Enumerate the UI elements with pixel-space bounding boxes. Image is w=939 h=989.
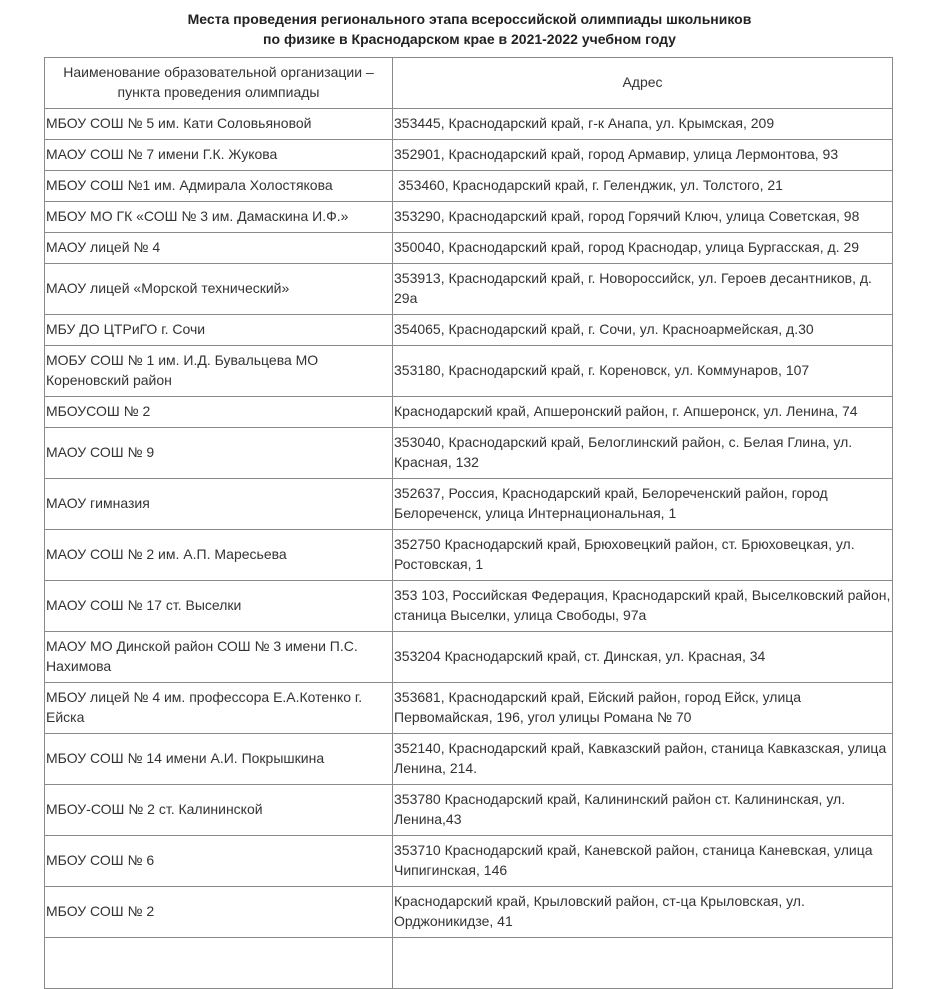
table-row xyxy=(45,683,893,734)
table-row xyxy=(45,428,893,479)
address-cell: 353913, Краснодарский край, г. Новороссийск, ул. Героев десантников, д. 29а xyxy=(393,264,893,315)
org-cell: МАОУ СОШ № 9 xyxy=(45,428,393,479)
org-cell: МАОУ СОШ № 2 им. А.П. Маресьева xyxy=(45,530,393,581)
header-address: Адрес xyxy=(393,58,893,109)
table-row xyxy=(45,530,893,581)
title-line-1: Места проведения регионального этапа всероссийской олимпиады школьников xyxy=(187,11,752,27)
org-cell: МБОУСОШ № 2 xyxy=(45,397,393,428)
table-row xyxy=(45,140,893,171)
table-row xyxy=(45,315,893,346)
org-cell: МБОУ СОШ №1 им. Адмирала Холостякова xyxy=(45,171,393,202)
table-row xyxy=(45,785,893,836)
address-cell: 354065, Краснодарский край, г. Сочи, ул. Красноармейская, д.30 xyxy=(393,315,893,346)
table-header-row xyxy=(45,58,893,109)
address-cell: Краснодарский край, Апшеронский район, г. Апшеронск, ул. Ленина, 74 xyxy=(393,397,893,428)
org-cell: МАОУ МО Динской район СОШ № 3 имени П.С. Нахимова xyxy=(45,632,393,683)
table-row xyxy=(45,887,893,938)
org-cell xyxy=(45,938,393,989)
table-row xyxy=(45,202,893,233)
address-cell: 353 103, Российская Федерация, Краснодарский край, Выселковский район, станица Выселки, улица Свободы, 97а xyxy=(393,581,893,632)
table-row xyxy=(45,632,893,683)
table-row xyxy=(45,581,893,632)
address-cell: 353180, Краснодарский край, г. Кореновск, ул. Коммунаров, 107 xyxy=(393,346,893,397)
title-line-2: по физике в Краснодарском крае в 2021-2022 учебном году xyxy=(263,31,676,47)
org-cell: МБУ ДО ЦТРиГО г. Сочи xyxy=(45,315,393,346)
address-cell: 352750 Краснодарский край, Брюховецкий район, ст. Брюховецкая, ул. Ростовская, 1 xyxy=(393,530,893,581)
org-cell: МБОУ-СОШ № 2 ст. Калининской xyxy=(45,785,393,836)
address-cell xyxy=(393,938,893,989)
table-row xyxy=(45,734,893,785)
address-cell: 353710 Краснодарский край, Каневской район, станица Каневская, улица Чипигинская, 146 xyxy=(393,836,893,887)
table-row xyxy=(45,938,893,989)
table-row xyxy=(45,346,893,397)
address-cell: 353445, Краснодарский край, г-к Анапа, ул. Крымская, 209 xyxy=(393,109,893,140)
table-row xyxy=(45,264,893,315)
venues-table xyxy=(44,57,893,989)
address-cell: 352637, Россия, Краснодарский край, Белореченский район, город Белореченск, улица Интернациональная, 1 xyxy=(393,479,893,530)
org-cell: МБОУ СОШ № 6 xyxy=(45,836,393,887)
table-row xyxy=(45,171,893,202)
table-row xyxy=(45,109,893,140)
org-cell: МАОУ лицей № 4 xyxy=(45,233,393,264)
address-cell: 353040, Краснодарский край, Белоглинский район, с. Белая Глина, ул. Красная, 132 xyxy=(393,428,893,479)
address-cell: 352901, Краснодарский край, город Армавир, улица Лермонтова, 93 xyxy=(393,140,893,171)
address-cell: 353290, Краснодарский край, город Горячий Ключ, улица Советская, 98 xyxy=(393,202,893,233)
org-cell: МБОУ лицей № 4 им. профессора Е.А.Котенко г. Ейска xyxy=(45,683,393,734)
document-title xyxy=(0,9,939,49)
org-cell: МБОУ СОШ № 14 имени А.И. Покрышкина xyxy=(45,734,393,785)
org-cell: МБОУ СОШ № 5 им. Кати Соловьяновой xyxy=(45,109,393,140)
org-cell: МАОУ СОШ № 7 имени Г.К. Жукова xyxy=(45,140,393,171)
org-cell: МОБУ СОШ № 1 им. И.Д. Бувальцева МО Кореновский район xyxy=(45,346,393,397)
org-cell: МАОУ СОШ № 17 ст. Выселки xyxy=(45,581,393,632)
org-cell: МАОУ гимназия xyxy=(45,479,393,530)
org-cell: МАОУ лицей «Морской технический» xyxy=(45,264,393,315)
table-row xyxy=(45,397,893,428)
address-cell: 352140, Краснодарский край, Кавказский район, станица Кавказская, улица Ленина, 214. xyxy=(393,734,893,785)
table-row xyxy=(45,836,893,887)
address-cell: 353780 Краснодарский край, Калининский район ст. Калининская, ул. Ленина,43 xyxy=(393,785,893,836)
address-cell: Краснодарский край, Крыловский район, ст-ца Крыловская, ул. Орджоникидзе, 41 xyxy=(393,887,893,938)
table-row xyxy=(45,479,893,530)
table-row xyxy=(45,233,893,264)
org-cell: МБОУ МО ГК «СОШ № 3 им. Дамаскина И.Ф.» xyxy=(45,202,393,233)
address-cell: 350040, Краснодарский край, город Краснодар, улица Бургасская, д. 29 xyxy=(393,233,893,264)
address-cell: 353681, Краснодарский край, Ейский район, город Ейск, улица Первомайская, 196, угол улицы Романа № 70 xyxy=(393,683,893,734)
address-cell: 353204 Краснодарский край, ст. Динская, ул. Красная, 34 xyxy=(393,632,893,683)
header-organization: Наименование образовательной организации – пункта проведения олимпиады xyxy=(45,58,393,109)
address-cell: 353460, Краснодарский край, г. Геленджик, ул. Толстого, 21 xyxy=(393,171,893,202)
org-cell: МБОУ СОШ № 2 xyxy=(45,887,393,938)
